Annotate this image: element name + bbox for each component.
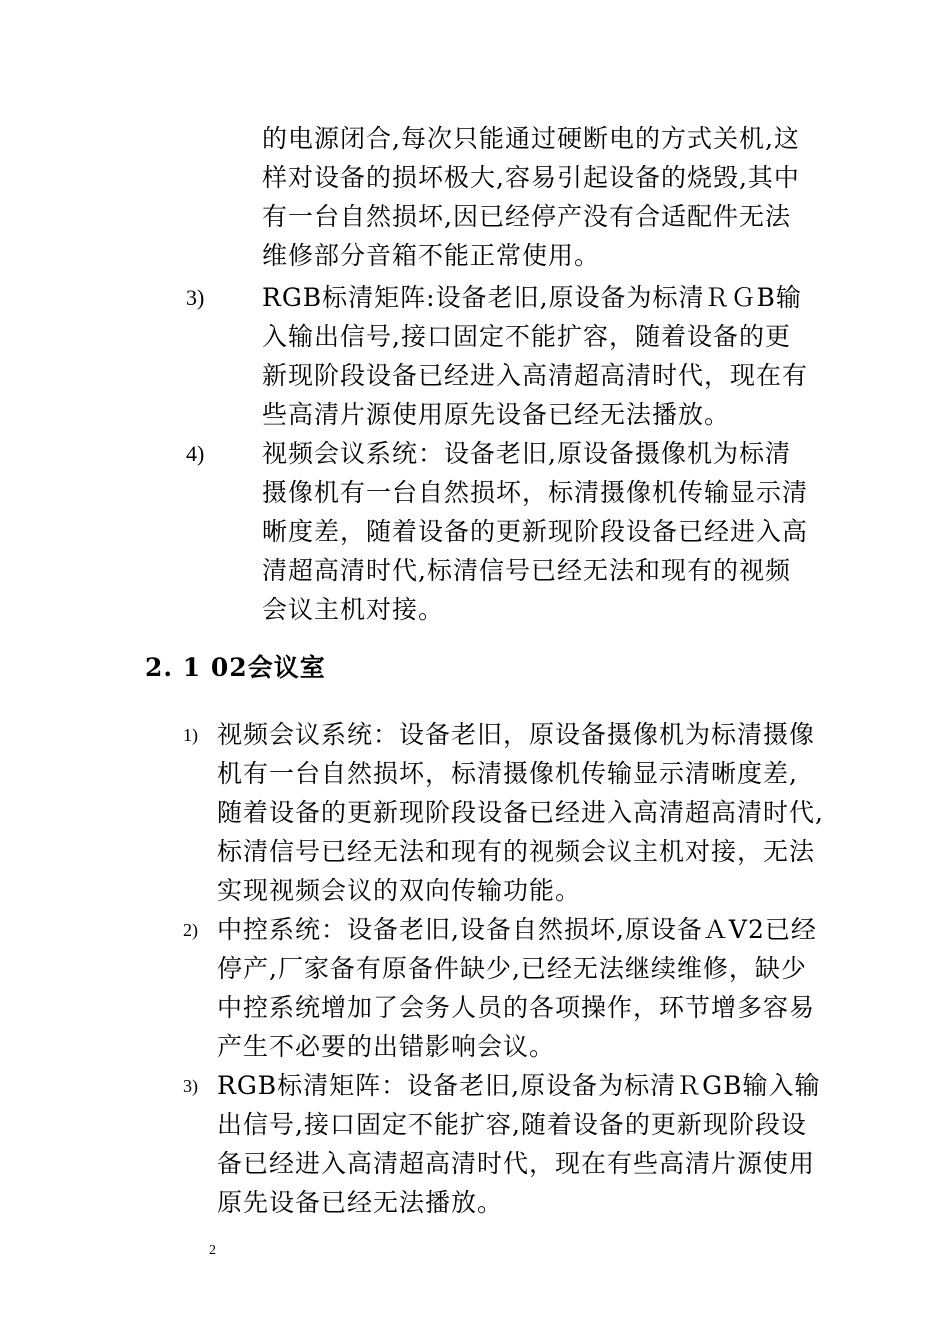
text-line: 产生不必要的出错影响会议。 xyxy=(217,1032,556,1061)
list-item-number: 3) xyxy=(183,1076,198,1096)
text-line: 视频会议系统：设备老旧，原设备摄像机为标清摄像 xyxy=(217,720,816,749)
text-line: 摄像机有一台自然损坏，标清摄像机传输显示清 xyxy=(262,478,809,507)
text-line: 中控系统增加了会务人员的各项操作，环节增多容易 xyxy=(217,993,816,1022)
text-line: 有一台自然损坏,因已经停产没有合适配件无法 xyxy=(262,202,791,231)
text-line: 原先设备已经无法播放。 xyxy=(217,1188,504,1217)
text-line: 清超高清时代,标清信号已经无法和现有的视频 xyxy=(262,556,791,585)
text-line: 维修部分音箱不能正常使用。 xyxy=(262,241,601,270)
text-line: 实现视频会议的双向传输功能。 xyxy=(217,876,582,905)
list-item-number: 4) xyxy=(186,441,205,466)
text-line: 标清信号已经无法和现有的视频会议主机对接，无法 xyxy=(217,837,816,866)
text-line: 机有一台自然损坏，标清摄像机传输显示清晰度差, xyxy=(217,759,798,788)
text-line: 入输出信号,接口固定不能扩容，随着设备的更 xyxy=(262,322,791,351)
text-line: 会议主机对接。 xyxy=(262,595,445,624)
text-line: RGB标清矩阵：设备老旧,原设备为标清ＲGB输入输 xyxy=(217,1071,821,1100)
text-line: 停产,厂家备有原备件缺少,已经无法继续维修，缺少 xyxy=(217,954,807,983)
text-line: 的电源闭合,每次只能通过硬断电的方式关机,这 xyxy=(262,124,800,153)
page-number: 2 xyxy=(209,1243,216,1258)
text-line: 些高清片源使用原先设备已经无法播放。 xyxy=(262,400,731,429)
list-item-number: 1) xyxy=(183,725,198,745)
list-item-number: 3) xyxy=(186,285,205,310)
list-item-number: 2) xyxy=(183,920,198,940)
text-line: RGB标清矩阵:设备老旧,原设备为标清ＲＧB输 xyxy=(262,283,802,312)
section-heading: 2. 1 02会议室 xyxy=(145,653,326,682)
text-line: 视频会议系统：设备老旧,原设备摄像机为标清 xyxy=(262,439,791,468)
text-line: 新现阶段设备已经进入高清超高清时代，现在有 xyxy=(262,361,809,390)
text-line: 样对设备的损坏极大,容易引起设备的烧毁,其中 xyxy=(262,163,800,192)
text-line: 出信号,接口固定不能扩容,随着设备的更新现阶段设 xyxy=(217,1110,807,1139)
text-line: 晰度差，随着设备的更新现阶段设备已经进入高 xyxy=(262,517,809,546)
text-line: 中控系统：设备老旧,设备自然损坏,原设备ＡV2已经 xyxy=(217,915,817,944)
text-line: 备已经进入高清超高清时代，现在有些高清片源使用 xyxy=(217,1149,816,1178)
text-line: 随着设备的更新现阶段设备已经进入高清超高清时代, xyxy=(217,798,824,827)
